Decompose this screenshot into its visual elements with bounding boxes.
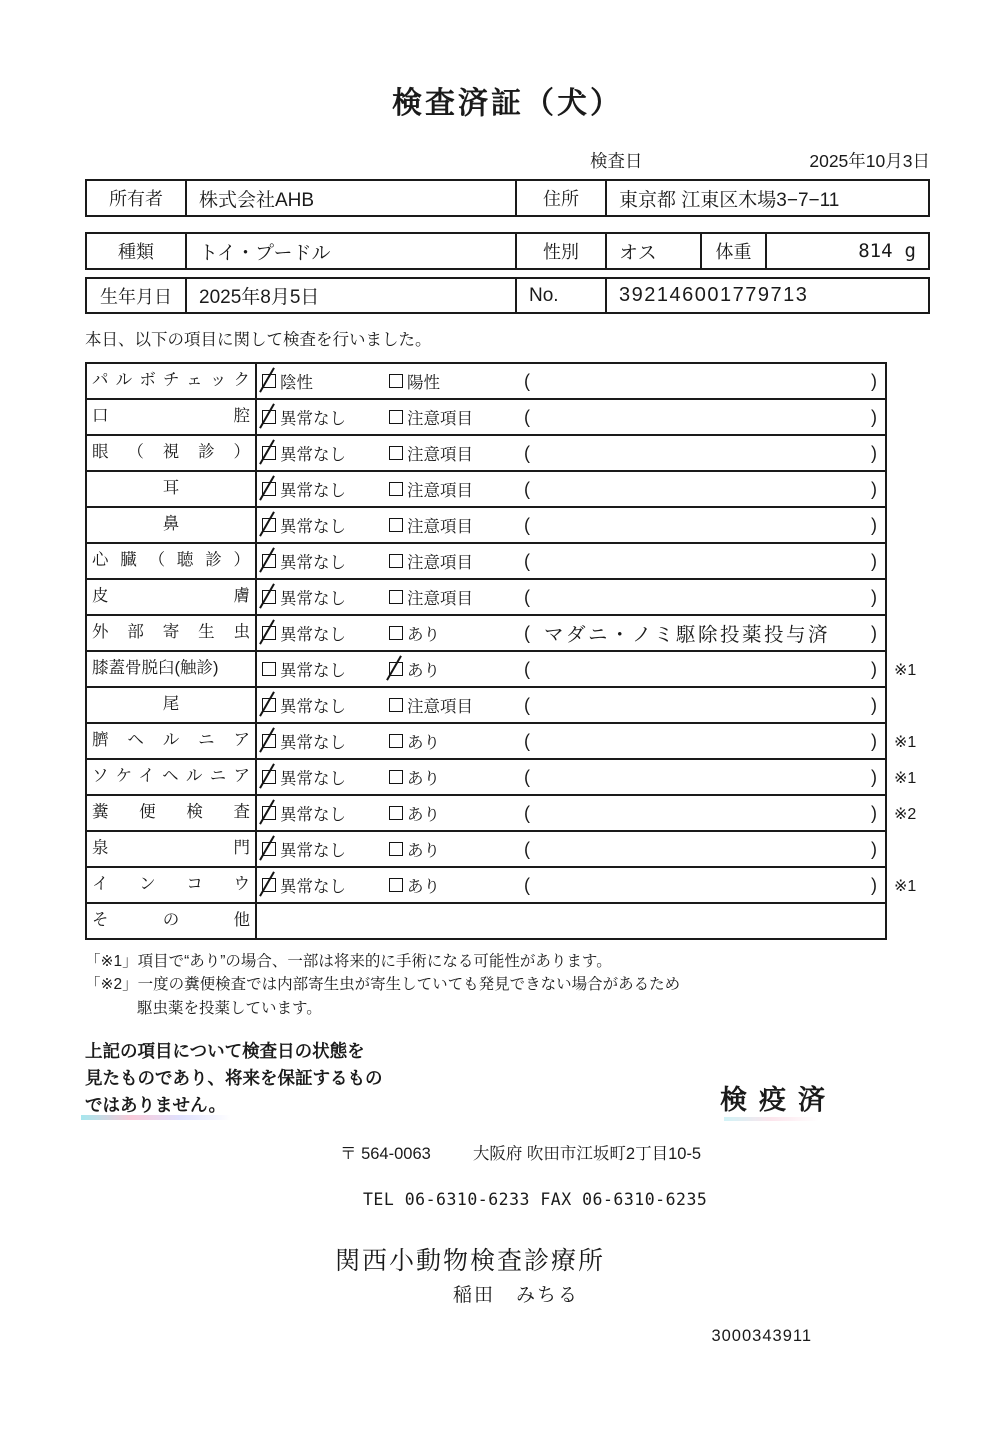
option-label: 異常なし — [280, 518, 346, 536]
option-label: 異常なし — [280, 554, 346, 572]
exam-item-label: パルボチェック — [87, 364, 257, 398]
exam-note-ref — [887, 544, 930, 580]
checkbox-icon — [262, 554, 276, 568]
exam-item-label: 臍ヘルニア — [87, 724, 257, 758]
exam-option-1 — [257, 616, 387, 650]
checkbox-icon — [262, 410, 276, 424]
footnote-1: 「※1」項目で“あり”の場合、一部は将来的に手術になる可能性があります。 — [85, 953, 612, 970]
exam-note-ref — [887, 436, 930, 472]
exam-item-label: 皮膚 — [87, 580, 257, 614]
exam-option-2 — [387, 508, 522, 542]
exam-option-2 — [387, 652, 522, 686]
exam-note-ref — [887, 400, 930, 436]
paren-close: ) — [870, 442, 877, 463]
breed-value: トイ・プードル — [187, 234, 517, 268]
exam-option-1 — [257, 580, 387, 614]
paren-close: ) — [870, 550, 877, 571]
option-label: 異常なし — [280, 842, 346, 860]
exam-option-1 — [257, 760, 387, 794]
clinic-address-line — [85, 1140, 930, 1164]
paren-open: ( — [524, 694, 530, 715]
exam-remarks — [522, 400, 885, 434]
exam-option-1 — [257, 508, 387, 542]
paren-open: ( — [524, 874, 530, 895]
paren-close: ) — [870, 370, 877, 391]
intro-text: 本日、以下の項目に関して検査を行いました。 — [85, 331, 432, 349]
option-label: あり — [407, 806, 440, 824]
exam-note-ref: ※1 — [893, 770, 917, 787]
option-label: あり — [407, 662, 440, 680]
paren-close: ) — [870, 694, 877, 715]
sex-value: オス — [607, 234, 702, 268]
exam-row — [85, 436, 930, 472]
paren-close: ) — [870, 514, 877, 535]
paren-open: ( — [524, 478, 530, 499]
exam-remarks — [522, 364, 885, 398]
checkbox-icon — [389, 734, 403, 748]
quarantine-stamp: 検疫済 — [720, 1078, 837, 1117]
exam-remarks — [522, 472, 885, 506]
statement-line-1: 上記の項目について検査日の状態を — [85, 1040, 365, 1061]
exam-remarks — [522, 508, 885, 542]
weight-unit: g — [904, 240, 916, 262]
exam-item-label: ソケイヘルニア — [87, 760, 257, 794]
option-label: あり — [407, 842, 440, 860]
checkbox-icon — [262, 446, 276, 460]
exam-item-label: インコウ — [87, 868, 257, 902]
paren-close: ) — [870, 766, 877, 787]
statement-line-2: 見たものであり、将来を保証するもの — [85, 1067, 383, 1088]
checkbox-icon — [389, 806, 403, 820]
exam-row — [85, 472, 930, 508]
exam-note-ref — [887, 904, 930, 940]
option-label: 異常なし — [280, 446, 346, 464]
option-label: 注意項目 — [407, 410, 473, 428]
exam-row — [85, 400, 930, 436]
exam-option-1 — [257, 868, 387, 902]
option-label: 異常なし — [280, 482, 346, 500]
exam-option-2 — [387, 364, 522, 398]
option-label: あり — [407, 770, 440, 788]
option-label: 陽性 — [407, 374, 440, 392]
exam-item-label: 鼻 — [87, 508, 257, 542]
checkbox-icon — [262, 734, 276, 748]
paren-open: ( — [524, 370, 530, 391]
exam-option-1 — [257, 544, 387, 578]
option-label: 異常なし — [280, 806, 346, 824]
checkbox-icon — [389, 554, 403, 568]
checkbox-icon — [262, 698, 276, 712]
exam-remarks — [522, 616, 885, 650]
paren-close: ) — [870, 622, 877, 643]
checkbox-icon — [389, 770, 403, 784]
option-label: 異常なし — [280, 590, 346, 608]
exam-option-2 — [387, 760, 522, 794]
paren-open: ( — [524, 514, 530, 535]
option-label: 異常なし — [280, 878, 346, 896]
exam-date-value: 2025年10月3日 — [809, 151, 930, 171]
exam-item-label: その他 — [87, 904, 257, 938]
paren-open: ( — [524, 550, 530, 571]
exam-table — [85, 362, 930, 940]
exam-row — [85, 796, 930, 832]
paren-close: ) — [870, 406, 877, 427]
no-value: 392146001779713 — [619, 284, 809, 306]
exam-item-label: 膝蓋骨脱臼(触診) — [87, 652, 257, 686]
checkbox-icon — [389, 878, 403, 892]
exam-option-1 — [257, 400, 387, 434]
exam-option-1 — [257, 724, 387, 758]
option-label: 陰性 — [280, 374, 313, 392]
exam-date-label: 検査日 — [590, 151, 643, 171]
exam-remarks — [522, 832, 885, 866]
option-label: 注意項目 — [407, 554, 473, 572]
exam-row — [85, 652, 930, 688]
exam-remarks — [522, 652, 885, 686]
checkbox-icon — [389, 518, 403, 532]
exam-row — [85, 544, 930, 580]
exam-note-ref — [887, 362, 930, 400]
exam-row — [85, 832, 930, 868]
checkbox-icon — [389, 662, 403, 676]
veterinarian-name: 稲田 みちる — [453, 1284, 580, 1306]
exam-remarks — [522, 580, 885, 614]
weight-value-cell — [767, 234, 928, 268]
exam-option-2 — [387, 580, 522, 614]
weight-label: 体重 — [702, 234, 767, 268]
exam-remarks — [522, 760, 885, 794]
exam-other-blank — [257, 904, 885, 938]
exam-row — [85, 724, 930, 760]
owner-table — [85, 179, 930, 217]
exam-item-label: 外部寄生虫 — [87, 616, 257, 650]
exam-item-label: 口腔 — [87, 400, 257, 434]
footnote-2-line-1: 「※2」一度の糞便検査では内部寄生虫が寄生していても発見できない場合があるため — [85, 976, 681, 994]
option-label: 注意項目 — [407, 518, 473, 536]
exam-item-label: 心臓（聴診） — [87, 544, 257, 578]
exam-option-1 — [257, 472, 387, 506]
exam-remarks — [522, 724, 885, 758]
footnote-2-line-2: 駆虫薬を投薬しています。 — [137, 999, 322, 1017]
exam-remarks — [522, 544, 885, 578]
owner-value: 株式会社AHB — [187, 181, 517, 215]
option-label: 異常なし — [280, 410, 346, 428]
checkbox-icon — [262, 482, 276, 496]
exam-option-1 — [257, 364, 387, 398]
option-label: 注意項目 — [407, 482, 473, 500]
option-label: 異常なし — [280, 662, 346, 680]
checkbox-icon — [262, 806, 276, 820]
exam-option-2 — [387, 724, 522, 758]
exam-option-1 — [257, 796, 387, 830]
exam-option-1 — [257, 436, 387, 470]
exam-option-2 — [387, 796, 522, 830]
exam-option-2 — [387, 436, 522, 470]
pet-table-row-1 — [85, 232, 930, 270]
exam-note-ref — [887, 508, 930, 544]
exam-row — [85, 904, 930, 940]
paren-open: ( — [524, 442, 530, 463]
statement-section — [85, 1038, 930, 1134]
paren-open: ( — [524, 802, 530, 823]
exam-note-ref: ※1 — [893, 878, 917, 895]
birth-value: 2025年8月5日 — [187, 279, 517, 312]
checkbox-icon — [262, 626, 276, 640]
exam-row — [85, 616, 930, 652]
checkbox-icon — [389, 482, 403, 496]
paren-open: ( — [524, 730, 530, 751]
exam-item-label: 泉門 — [87, 832, 257, 866]
exam-row — [85, 362, 930, 400]
exam-item-label: 眼（視診） — [87, 436, 257, 470]
option-label: 注意項目 — [407, 698, 473, 716]
exam-option-1 — [257, 688, 387, 722]
owner-label: 所有者 — [87, 181, 187, 215]
option-label: 注意項目 — [407, 590, 473, 608]
exam-option-2 — [387, 868, 522, 902]
exam-note-ref — [887, 580, 930, 616]
paren-open: ( — [524, 622, 530, 643]
exam-note-ref — [887, 688, 930, 724]
exam-row — [85, 580, 930, 616]
exam-note-ref — [887, 832, 930, 868]
checkbox-icon — [262, 518, 276, 532]
option-label: 注意項目 — [407, 446, 473, 464]
option-label: あり — [407, 626, 440, 644]
exam-note-ref — [887, 616, 930, 652]
option-label: 異常なし — [280, 734, 346, 752]
exam-option-2 — [387, 616, 522, 650]
checkbox-icon — [389, 842, 403, 856]
page-title: 検査済証（犬） — [392, 87, 623, 120]
exam-remarks — [522, 868, 885, 902]
exam-option-2 — [387, 472, 522, 506]
exam-remarks-text: マダニ・ノミ駆除投薬投与済 — [544, 624, 831, 646]
checkbox-icon — [262, 878, 276, 892]
checkbox-icon — [389, 590, 403, 604]
exam-item-label: 糞便検査 — [87, 796, 257, 830]
checkbox-icon — [262, 374, 276, 388]
paren-open: ( — [524, 838, 530, 859]
serial-number: 3000343911 — [711, 1326, 812, 1345]
option-label: 異常なし — [280, 626, 346, 644]
checkbox-icon — [262, 662, 276, 676]
exam-option-2 — [387, 544, 522, 578]
exam-note-ref: ※1 — [893, 662, 917, 679]
birth-label: 生年月日 — [87, 279, 187, 312]
exam-note-ref: ※1 — [893, 734, 917, 751]
exam-remarks — [522, 796, 885, 830]
exam-row — [85, 688, 930, 724]
exam-row — [85, 868, 930, 904]
clinic-name: 関西小動物検査診療所 — [335, 1246, 606, 1275]
checkbox-icon — [262, 842, 276, 856]
exam-option-2 — [387, 400, 522, 434]
exam-remarks — [522, 688, 885, 722]
clinic-address: 大阪府 吹田市江坂町2丁目10-5 — [472, 1144, 702, 1163]
exam-item-label: 耳 — [87, 472, 257, 506]
paren-open: ( — [524, 406, 530, 427]
paren-open: ( — [524, 586, 530, 607]
paren-close: ) — [870, 838, 877, 859]
statement-line-3: ではありません。 — [85, 1092, 226, 1119]
option-label: 異常なし — [280, 770, 346, 788]
checkbox-icon — [389, 410, 403, 424]
paren-close: ) — [870, 730, 877, 751]
footnotes — [85, 950, 930, 1020]
checkbox-icon — [389, 698, 403, 712]
exam-option-2 — [387, 688, 522, 722]
postal-code: 〒 564-0063 — [340, 1144, 431, 1163]
exam-option-1 — [257, 832, 387, 866]
paren-open: ( — [524, 766, 530, 787]
breed-label: 種類 — [87, 234, 187, 268]
address-value: 東京都 江東区木場3−7−11 — [619, 189, 840, 211]
exam-note-ref — [887, 472, 930, 508]
checkbox-icon — [389, 374, 403, 388]
pet-table-row-2 — [85, 277, 930, 314]
checkbox-icon — [389, 446, 403, 460]
checkbox-icon — [389, 626, 403, 640]
weight-value: 814 — [858, 240, 893, 262]
option-label: あり — [407, 878, 440, 896]
checkbox-icon — [262, 770, 276, 784]
checkbox-icon — [262, 590, 276, 604]
paren-close: ) — [870, 802, 877, 823]
exam-option-1 — [257, 652, 387, 686]
exam-remarks — [522, 436, 885, 470]
paren-close: ) — [870, 658, 877, 679]
clinic-tel-fax: TEL 06-6310-6233 FAX 06-6310-6235 — [363, 1189, 708, 1209]
exam-date-row — [85, 148, 930, 173]
paren-close: ) — [870, 586, 877, 607]
address-label: 住所 — [517, 181, 607, 215]
paren-close: ) — [870, 478, 877, 499]
exam-note-ref: ※2 — [893, 806, 917, 823]
exam-row — [85, 508, 930, 544]
paren-close: ) — [870, 874, 877, 895]
exam-item-label: 尾 — [87, 688, 257, 722]
no-label: No. — [517, 279, 607, 312]
option-label: 異常なし — [280, 698, 346, 716]
option-label: あり — [407, 734, 440, 752]
sex-label: 性別 — [517, 234, 607, 268]
exam-option-2 — [387, 832, 522, 866]
exam-row — [85, 760, 930, 796]
paren-open: ( — [524, 658, 530, 679]
